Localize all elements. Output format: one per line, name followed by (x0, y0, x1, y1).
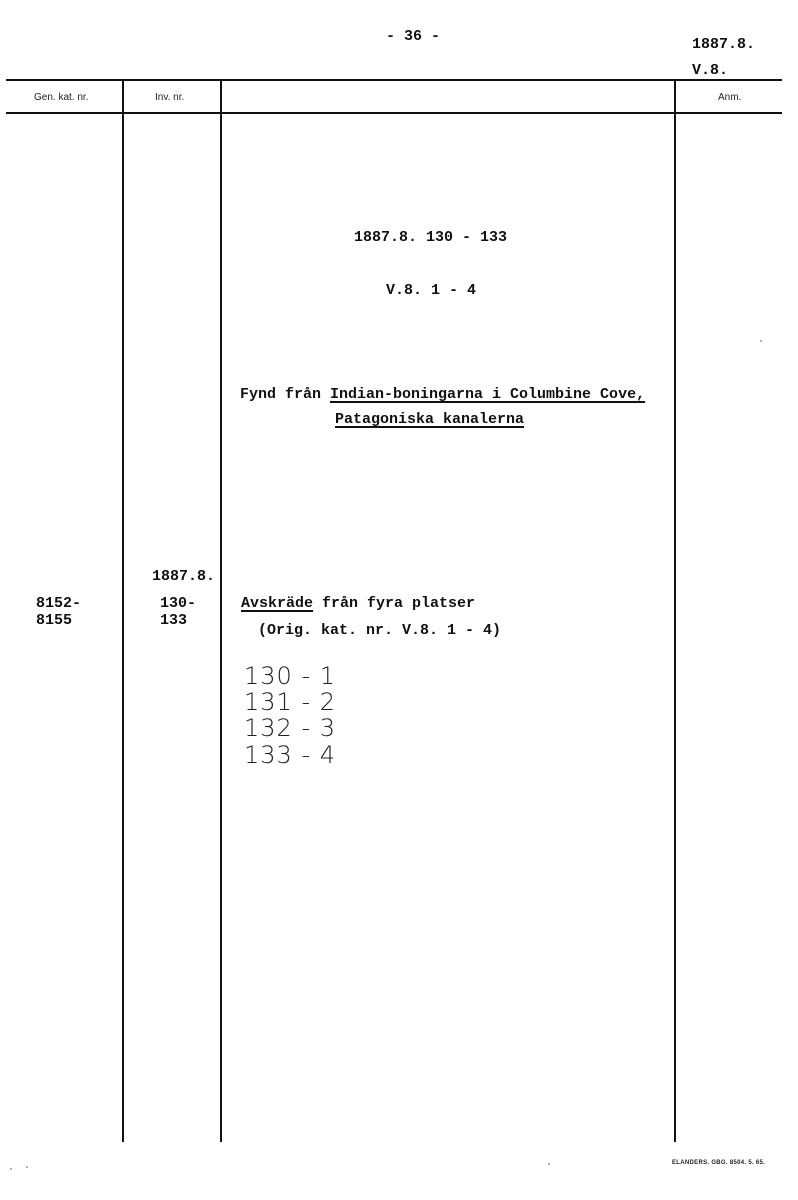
column-header-gen-kat: Gen. kat. nr. (34, 92, 89, 103)
handwritten-line-1: 130 - 1 (244, 662, 336, 690)
handwritten-line-2: 131 - 2 (244, 688, 336, 716)
scan-speck (760, 340, 762, 342)
section-title-line-2 (335, 411, 524, 428)
year-reference: 1887.8. (692, 36, 756, 53)
inv-start: 130- (160, 595, 197, 612)
column-divider-3 (674, 79, 676, 1142)
entry-description (241, 595, 475, 612)
scan-speck (10, 1168, 12, 1170)
scan-speck (26, 1166, 28, 1168)
scan-speck (548, 1163, 550, 1165)
column-divider-2 (220, 79, 222, 1142)
inv-year: 1887.8. (152, 568, 216, 585)
v-reference: V.8. (692, 62, 729, 79)
column-divider-1 (122, 79, 124, 1142)
column-header-inv: Inv. nr. (155, 92, 185, 103)
section-title-prefix: Fynd från (240, 386, 331, 403)
section-title-line-1 (240, 386, 645, 403)
v-line: V.8. 1 - 4 (386, 282, 477, 299)
range-line: 1887.8. 130 - 133 (354, 229, 508, 246)
handwritten-line-4: 133 - 4 (244, 741, 336, 769)
entry-description-underlined: Avskräde (241, 595, 314, 612)
page-number: - 36 - (386, 28, 441, 45)
section-title-underlined-2: Patagoniska kanalerna (335, 411, 525, 428)
handwritten-line-3: 132 - 3 (244, 714, 336, 742)
column-header-anm: Anm. (718, 92, 742, 103)
entry-description-rest: från fyra platser (313, 595, 476, 612)
gen-kat-start: 8152- (36, 595, 82, 612)
gen-kat-end: 8155 (36, 612, 73, 629)
printer-imprint: ELANDERS. GBG. 8504. 5. 65. (672, 1160, 766, 1166)
section-title-underlined-1: Indian-boningarna i Columbine Cove, (330, 386, 646, 403)
inv-end: 133 (160, 612, 188, 629)
orig-catalog-number: (Orig. kat. nr. V.8. 1 - 4) (258, 622, 502, 639)
